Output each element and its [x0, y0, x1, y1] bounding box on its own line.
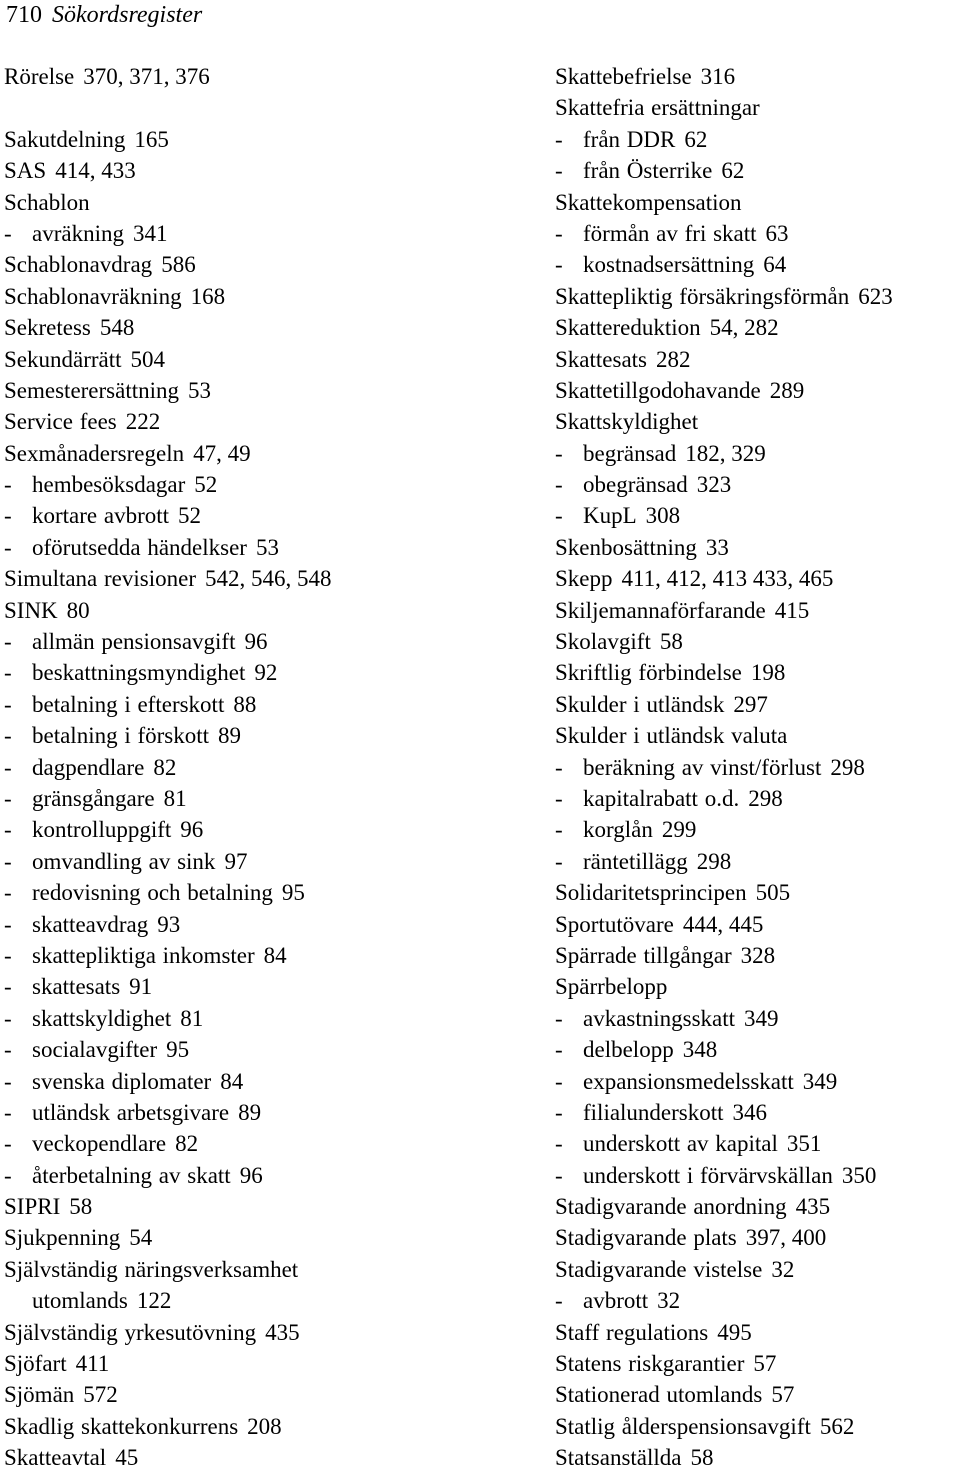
index-page-refs: 341	[132, 220, 168, 246]
index-page-refs: 414, 433	[55, 158, 136, 184]
index-term: - avbrott	[555, 1288, 648, 1313]
index-page-refs: 351	[786, 1131, 822, 1157]
index-entry	[4, 1411, 534, 1442]
index-term: - skattskyldighet	[4, 1006, 171, 1031]
index-page-refs: 47, 49	[193, 440, 251, 466]
index-subentry	[4, 971, 534, 1002]
index-entry	[4, 124, 534, 155]
index-entry	[4, 344, 534, 375]
index-subentry	[555, 469, 960, 500]
index-term: - dagpendlare	[4, 755, 144, 780]
index-entry	[4, 187, 534, 218]
index-term: - avkastningsskatt	[555, 1006, 735, 1031]
index-term: Solidaritetsprincipen	[555, 880, 747, 906]
index-term: - gränsgångare	[4, 786, 155, 811]
index-term: Stadigvarande vistelse	[555, 1256, 763, 1282]
index-subentry	[4, 689, 534, 720]
index-page-refs: 58	[690, 1445, 714, 1471]
index-subentry	[4, 752, 534, 783]
index-subentry	[555, 500, 960, 531]
index-page-refs: 95	[166, 1037, 190, 1063]
index-entry	[4, 312, 534, 343]
index-term: Semesterersättning	[4, 377, 180, 403]
index-term: - redovisning och betalning	[4, 880, 273, 905]
index-entry	[4, 1442, 534, 1473]
index-page-refs: 165	[134, 126, 169, 152]
index-entry	[4, 1317, 534, 1348]
index-page-refs: 89	[218, 723, 242, 749]
index-page-refs: 435	[265, 1319, 300, 1345]
index-term: Skriftlig förbindelse	[555, 660, 742, 686]
index-page-refs: 562	[819, 1413, 855, 1439]
index-page-refs: 58	[69, 1194, 93, 1220]
index-page-refs: 57	[771, 1382, 795, 1408]
index-page-refs: 495	[717, 1319, 752, 1345]
index-page-refs: 84	[220, 1068, 244, 1094]
index-term: - kapitalrabatt o.d.	[555, 786, 739, 811]
index-subentry	[4, 1097, 534, 1128]
index-page-refs: 299	[661, 817, 697, 843]
index-entry	[555, 92, 960, 123]
index-page-refs: 328	[740, 942, 776, 968]
index-page-refs: 370, 371, 376	[83, 64, 210, 89]
index-term: - underskott i förvärvskällan	[555, 1163, 833, 1188]
index-column-right	[555, 61, 960, 1474]
index-page-refs: 198	[750, 660, 786, 686]
index-subentry	[4, 657, 534, 688]
index-entry	[4, 563, 534, 594]
index-entry	[555, 1191, 960, 1222]
index-term: Skenbosättning	[555, 534, 697, 560]
index-term: - från Österrike	[555, 158, 712, 183]
index-subentry	[555, 1003, 960, 1034]
index-subentry	[4, 626, 534, 657]
index-column-left	[4, 61, 534, 1474]
index-term: - begränsad	[555, 441, 676, 466]
index-term: - kortare avbrott	[4, 503, 169, 528]
index-term: Skolavgift	[555, 629, 651, 655]
index-term: Skattekompensation	[555, 189, 742, 215]
index-page-refs: 415	[774, 597, 810, 623]
index-term: Skattepliktig försäkringsförmån	[555, 283, 850, 309]
index-term: - expansionsmedelsskatt	[555, 1069, 794, 1094]
index-entry	[555, 626, 960, 657]
index-page-refs: 411	[75, 1351, 110, 1377]
index-page-refs: 62	[684, 126, 708, 152]
index-term: Sjöfart	[4, 1351, 67, 1377]
index-subentry	[555, 1285, 960, 1316]
index-page-refs: 91	[129, 974, 153, 1000]
index-term: Statens riskgarantier	[555, 1351, 745, 1377]
index-term: Service fees	[4, 409, 117, 435]
index-page-refs: 54	[129, 1225, 153, 1251]
index-entry	[4, 1191, 534, 1222]
index-term: Skulder i utländsk valuta	[555, 723, 788, 749]
index-term: - oförutsedda händelkser	[4, 535, 247, 560]
index-term: - betalning i efterskott	[4, 692, 224, 717]
index-entry	[555, 563, 960, 594]
index-term: Stationerad utomlands	[555, 1382, 763, 1408]
index-page-refs: 81	[180, 1005, 204, 1031]
index-page-refs: 58	[659, 629, 683, 655]
index-page-refs: 53	[188, 377, 212, 403]
index-entry	[555, 281, 960, 312]
index-term: Rörelse	[4, 64, 75, 89]
index-entry	[4, 595, 534, 626]
index-entry	[4, 61, 534, 92]
index-term: Skulder i utländsk	[555, 691, 725, 717]
index-subentry	[555, 1097, 960, 1128]
index-page-refs: 623	[858, 283, 893, 309]
index-subentry	[4, 469, 534, 500]
index-entry	[4, 406, 534, 437]
index-subentry	[555, 124, 960, 155]
index-term: Staff regulations	[555, 1319, 709, 1345]
index-page-refs: 308	[645, 503, 681, 529]
index-term: - socialavgifter	[4, 1037, 157, 1062]
index-subentry	[555, 218, 960, 249]
index-subentry	[555, 814, 960, 845]
index-entry	[555, 595, 960, 626]
index-term: - skatteavdrag	[4, 912, 148, 937]
index-page-refs: 505	[755, 880, 791, 906]
index-term: - obegränsad	[555, 472, 688, 497]
index-page-refs: 93	[157, 911, 181, 937]
index-page-refs: 316	[700, 64, 736, 89]
index-subentry	[4, 814, 534, 845]
index-spacer	[4, 92, 534, 123]
index-term: - veckopendlare	[4, 1131, 166, 1156]
index-page-refs: 298	[830, 754, 865, 780]
index-page-refs: 32	[771, 1256, 795, 1282]
index-page-refs: 84	[263, 942, 287, 968]
index-entry	[555, 344, 960, 375]
index-term: - skattepliktiga inkomster	[4, 943, 255, 968]
index-term: - hembesöksdagar	[4, 472, 185, 497]
index-subentry	[4, 1160, 534, 1191]
index-term: Självständig näringsverksamhet	[4, 1256, 299, 1282]
index-page-refs: 168	[190, 283, 226, 309]
index-term: Spärrbelopp	[555, 974, 668, 1000]
index-entry	[555, 312, 960, 343]
index-term: Statsanställda	[555, 1445, 682, 1471]
index-page-refs: 96	[244, 629, 268, 655]
index-subentry	[555, 249, 960, 280]
index-subentry	[4, 846, 534, 877]
index-term: - kostnadsersättning	[555, 252, 754, 277]
index-term: Självständig yrkesutövning	[4, 1319, 257, 1345]
index-entry-continuation	[4, 1285, 534, 1316]
index-term: - KupL	[555, 503, 637, 528]
index-entry	[4, 1379, 534, 1410]
index-term: Sjukpenning	[4, 1225, 121, 1251]
index-page-refs: 64	[763, 252, 787, 278]
index-page-refs: 32	[657, 1288, 681, 1314]
index-subentry	[4, 909, 534, 940]
index-entry	[555, 909, 960, 940]
index-page-refs: 323	[696, 472, 732, 498]
index-term: Sakutdelning	[4, 126, 126, 152]
index-subentry	[4, 1128, 534, 1159]
index-term: Skattereduktion	[555, 315, 701, 341]
index-page-refs: 349	[802, 1068, 838, 1094]
index-page-refs: 208	[247, 1413, 282, 1439]
index-page-refs: 82	[175, 1131, 199, 1157]
index-entry	[555, 689, 960, 720]
index-page-refs: 289	[769, 377, 805, 403]
index-page-refs: 182, 329	[685, 440, 766, 466]
index-entry	[555, 1411, 960, 1442]
index-term: Stadigvarande plats	[555, 1225, 737, 1251]
index-entry	[4, 155, 534, 186]
index-page-refs: 88	[233, 691, 257, 717]
index-page-refs: 350	[841, 1162, 877, 1188]
index-term: - underskott av kapital	[555, 1131, 778, 1156]
running-head	[6, 0, 202, 30]
index-page-refs: 411, 412, 413 433, 465	[621, 566, 834, 592]
index-page-refs: 504	[130, 346, 166, 372]
index-page-refs: 95	[281, 880, 305, 906]
index-term: - delbelopp	[555, 1037, 674, 1062]
index-page-refs: 57	[753, 1351, 777, 1377]
index-term: - korglån	[555, 817, 653, 842]
index-entry	[555, 1442, 960, 1473]
index-entry	[555, 971, 960, 1002]
index-subentry	[4, 720, 534, 751]
index-page-refs: 586	[161, 252, 196, 278]
index-page-refs: 96	[239, 1162, 263, 1188]
index-term: Schablonavräkning	[4, 283, 182, 309]
index-term: Sportutövare	[555, 911, 674, 937]
page-title: Sökordsregister	[52, 2, 203, 28]
index-subentry	[555, 1128, 960, 1159]
index-entry	[555, 375, 960, 406]
index-term: Sjömän	[4, 1382, 75, 1408]
index-entry	[555, 532, 960, 563]
index-term: SINK	[4, 597, 58, 623]
index-term: - återbetalning av skatt	[4, 1163, 231, 1188]
index-subentry	[4, 1034, 534, 1065]
index-term: - avräkning	[4, 221, 124, 246]
index-page-refs: 92	[254, 660, 278, 686]
index-page-refs: 63	[765, 220, 789, 246]
index-term: Schablonavdrag	[4, 252, 153, 278]
index-page-refs: 53	[255, 534, 279, 560]
index-page-refs: 349	[744, 1005, 779, 1031]
index-term: SIPRI	[4, 1194, 61, 1220]
index-term: Sekundärrätt	[4, 346, 122, 372]
index-entry	[555, 187, 960, 218]
index-page-refs: 572	[83, 1382, 118, 1408]
index-subentry	[4, 218, 534, 249]
index-entry	[4, 438, 534, 469]
index-term: Sekretess	[4, 315, 91, 341]
index-entry	[555, 1222, 960, 1253]
index-entry	[4, 281, 534, 312]
index-entry	[555, 940, 960, 971]
index-page-refs: 435	[795, 1194, 831, 1220]
index-subentry	[4, 532, 534, 563]
index-term: - räntetillägg	[555, 849, 688, 874]
index-page-refs: 298	[696, 848, 732, 874]
index-page-refs: 122	[136, 1288, 172, 1314]
index-page-refs: 96	[180, 817, 204, 843]
index-page-refs: 52	[178, 503, 202, 529]
index-page-refs: 348	[682, 1037, 718, 1063]
index-term: Stadigvarande anordning	[555, 1194, 787, 1220]
index-term: - betalning i förskott	[4, 723, 209, 748]
index-subentry	[555, 438, 960, 469]
index-entry	[4, 249, 534, 280]
index-entry	[555, 720, 960, 751]
index-subentry	[4, 500, 534, 531]
index-page-refs: 298	[748, 785, 783, 811]
index-subentry	[4, 783, 534, 814]
index-entry	[555, 406, 960, 437]
index-subentry	[555, 783, 960, 814]
index-term: Skattebefrielse	[555, 64, 692, 89]
index-entry	[4, 1348, 534, 1379]
index-subentry	[4, 940, 534, 971]
index-term: - kontrolluppgift	[4, 817, 171, 842]
index-subentry	[4, 877, 534, 908]
index-subentry	[555, 1066, 960, 1097]
index-term: Skattskyldighet	[555, 409, 699, 435]
index-term: - utländsk arbetsgivare	[4, 1100, 229, 1125]
index-subentry	[555, 752, 960, 783]
index-page-refs: 52	[194, 472, 218, 498]
index-page-refs: 282	[656, 346, 691, 372]
index-page-refs: 89	[238, 1099, 262, 1125]
index-entry	[555, 657, 960, 688]
index-term: Skattetillgodohavande	[555, 377, 761, 403]
index-term: Skatteavtal	[4, 1445, 107, 1471]
index-page-refs: 346	[732, 1099, 768, 1125]
index-subentry	[4, 1066, 534, 1097]
index-term: Skadlig skattekonkurrens	[4, 1413, 239, 1439]
index-term: - beräkning av vinst/förlust	[555, 755, 821, 780]
index-subentry	[4, 1003, 534, 1034]
index-term: - förmån av fri skatt	[555, 221, 757, 246]
index-page-refs: 444, 445	[682, 911, 764, 937]
index-term: Skiljemannaförfarande	[555, 597, 766, 623]
index-term: Statlig ålderspensionsavgift	[555, 1413, 811, 1439]
index-page-refs: 97	[224, 848, 248, 874]
index-page-refs: 397, 400	[745, 1225, 827, 1251]
index-page-refs: 80	[66, 597, 90, 623]
index-subentry	[555, 846, 960, 877]
index-term: SAS	[4, 158, 47, 184]
index-term: - från DDR	[555, 127, 675, 152]
index-page-refs: 548	[99, 315, 135, 341]
index-term: Skepp	[555, 566, 613, 592]
index-term: - omvandling av sink	[4, 849, 215, 874]
index-page-refs: 297	[733, 691, 768, 717]
index-subentry	[555, 1160, 960, 1191]
index-page-refs: 33	[705, 534, 729, 560]
index-page-refs: 542, 546, 548	[205, 566, 332, 592]
index-term: - filialunderskott	[555, 1100, 724, 1125]
index-entry	[4, 1254, 534, 1285]
index-term: Skattefria ersättningar	[555, 95, 760, 121]
index-entry	[555, 877, 960, 908]
index-entry	[555, 61, 960, 92]
index-term: utomlands	[32, 1288, 128, 1314]
index-page-refs: 82	[153, 754, 177, 780]
index-term: Sexmånadersregeln	[4, 440, 185, 466]
index-entry	[4, 1222, 534, 1253]
index-entry	[4, 375, 534, 406]
index-subentry	[555, 155, 960, 186]
index-entry	[555, 1317, 960, 1348]
index-term: - skattesats	[4, 974, 120, 999]
index-entry	[555, 1348, 960, 1379]
index-page-refs: 45	[115, 1445, 139, 1471]
index-page-refs: 62	[721, 158, 745, 184]
index-term: - allmän pensionsavgift	[4, 629, 236, 654]
index-entry	[555, 1379, 960, 1410]
index-page-refs: 81	[163, 785, 187, 811]
index-term: - beskattningsmyndighet	[4, 660, 245, 685]
index-page-refs: 222	[125, 409, 161, 435]
index-term: - svenska diplomater	[4, 1069, 211, 1094]
index-term: Simultana revisioner	[4, 566, 196, 592]
page-number: 710	[6, 2, 42, 28]
index-page-refs: 54, 282	[709, 315, 779, 341]
index-entry	[555, 1254, 960, 1285]
index-subentry	[555, 1034, 960, 1065]
index-term: Skattesats	[555, 346, 647, 372]
index-term: Schablon	[4, 189, 90, 215]
index-term: Spärrade tillgångar	[555, 942, 732, 968]
